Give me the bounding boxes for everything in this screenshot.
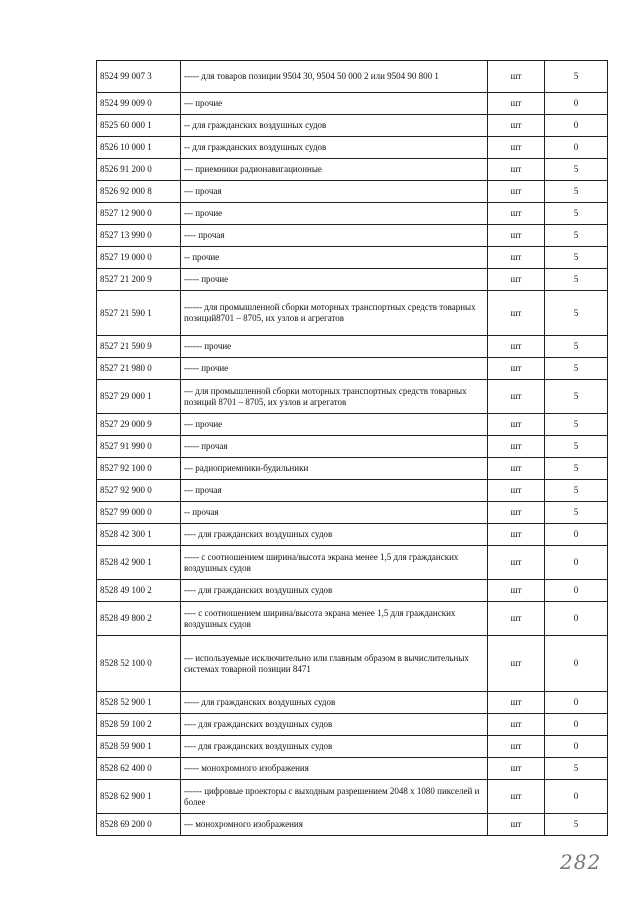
table-row xyxy=(97,636,608,692)
code-cell: 8527 12 900 0 xyxy=(97,203,181,225)
rate-cell: 5 xyxy=(545,247,608,269)
rate-cell: 5 xyxy=(545,814,608,836)
description-cell: ---- для гражданских воздушных судов xyxy=(181,580,488,602)
rate-cell: 5 xyxy=(545,358,608,380)
description-cell: --- прочая xyxy=(181,181,488,203)
code-cell: 8526 91 200 0 xyxy=(97,159,181,181)
code-cell: 8524 99 009 0 xyxy=(97,93,181,115)
rate-cell: 5 xyxy=(545,758,608,780)
description-cell: --- для промышленной сборки моторных транспортных средств товарных позиций 8701 – 8705, их узлов и агрегатов xyxy=(181,380,488,414)
code-cell: 8528 59 100 2 xyxy=(97,714,181,736)
description-cell: ----- прочие xyxy=(181,358,488,380)
rate-cell: 0 xyxy=(545,602,608,636)
code-cell: 8528 69 200 0 xyxy=(97,814,181,836)
code-cell: 8528 49 800 2 xyxy=(97,602,181,636)
unit-cell: шт xyxy=(488,358,545,380)
description-cell: ---- для гражданских воздушных судов xyxy=(181,736,488,758)
code-cell: 8527 21 590 1 xyxy=(97,291,181,336)
description-cell: --- прочие xyxy=(181,203,488,225)
unit-cell: шт xyxy=(488,269,545,291)
description-cell: --- приемники радионавигационные xyxy=(181,159,488,181)
code-cell: 8526 10 000 1 xyxy=(97,137,181,159)
table-row xyxy=(97,502,608,524)
unit-cell: шт xyxy=(488,502,545,524)
code-cell: 8527 21 200 9 xyxy=(97,269,181,291)
unit-cell: шт xyxy=(488,291,545,336)
rate-cell: 5 xyxy=(545,380,608,414)
code-cell: 8528 52 100 0 xyxy=(97,636,181,692)
description-cell: ----- монохромного изображения xyxy=(181,758,488,780)
rate-cell: 5 xyxy=(545,225,608,247)
description-cell: --- прочая xyxy=(181,480,488,502)
description-cell: -- для гражданских воздушных судов xyxy=(181,137,488,159)
rate-cell: 5 xyxy=(545,458,608,480)
rate-cell: 0 xyxy=(545,546,608,580)
table-row xyxy=(97,436,608,458)
rate-cell: 5 xyxy=(545,291,608,336)
description-cell: --- прочие xyxy=(181,93,488,115)
rate-cell: 5 xyxy=(545,269,608,291)
unit-cell: шт xyxy=(488,814,545,836)
unit-cell: шт xyxy=(488,225,545,247)
unit-cell: шт xyxy=(488,115,545,137)
rate-cell: 5 xyxy=(545,203,608,225)
description-cell: -- для гражданских воздушных судов xyxy=(181,115,488,137)
unit-cell: шт xyxy=(488,692,545,714)
table-row xyxy=(97,780,608,814)
unit-cell: шт xyxy=(488,458,545,480)
code-cell: 8527 92 900 0 xyxy=(97,480,181,502)
table-row xyxy=(97,336,608,358)
description-cell: ---- прочая xyxy=(181,225,488,247)
code-cell: 8528 52 900 1 xyxy=(97,692,181,714)
rate-cell: 0 xyxy=(545,137,608,159)
description-cell: -- прочие xyxy=(181,247,488,269)
unit-cell: шт xyxy=(488,61,545,93)
table-row xyxy=(97,480,608,502)
table-row xyxy=(97,225,608,247)
unit-cell: шт xyxy=(488,580,545,602)
rate-cell: 0 xyxy=(545,636,608,692)
unit-cell: шт xyxy=(488,758,545,780)
unit-cell: шт xyxy=(488,480,545,502)
rate-cell: 0 xyxy=(545,580,608,602)
unit-cell: шт xyxy=(488,336,545,358)
code-cell: 8528 42 900 1 xyxy=(97,546,181,580)
unit-cell: шт xyxy=(488,436,545,458)
rate-cell: 5 xyxy=(545,436,608,458)
unit-cell: шт xyxy=(488,414,545,436)
unit-cell: шт xyxy=(488,380,545,414)
table-row xyxy=(97,247,608,269)
code-cell: 8528 62 400 0 xyxy=(97,758,181,780)
rate-cell: 5 xyxy=(545,181,608,203)
description-cell: ----- для гражданских воздушных судов xyxy=(181,692,488,714)
description-cell: --- монохромного изображения xyxy=(181,814,488,836)
table-row xyxy=(97,736,608,758)
unit-cell: шт xyxy=(488,636,545,692)
code-cell: 8527 91 990 0 xyxy=(97,436,181,458)
code-cell: 8528 49 100 2 xyxy=(97,580,181,602)
rate-cell: 5 xyxy=(545,414,608,436)
table-row xyxy=(97,414,608,436)
rate-cell: 0 xyxy=(545,736,608,758)
code-cell: 8528 59 900 1 xyxy=(97,736,181,758)
code-cell: 8527 21 980 0 xyxy=(97,358,181,380)
table-row xyxy=(97,115,608,137)
description-cell: ------ цифровые проекторы с выходным разрешением 2048 x 1080 пикселей и более xyxy=(181,780,488,814)
unit-cell: шт xyxy=(488,159,545,181)
code-cell: 8524 99 007 3 xyxy=(97,61,181,93)
code-cell: 8527 29 000 1 xyxy=(97,380,181,414)
description-cell: ------ прочие xyxy=(181,336,488,358)
code-cell: 8527 21 590 9 xyxy=(97,336,181,358)
code-cell: 8527 99 000 0 xyxy=(97,502,181,524)
rate-cell: 5 xyxy=(545,61,608,93)
table-row xyxy=(97,93,608,115)
table-row xyxy=(97,524,608,546)
unit-cell: шт xyxy=(488,546,545,580)
description-cell: --- используемые исключительно или главным образом в вычислительных системах товарной позиции 8471 xyxy=(181,636,488,692)
description-cell: ----- прочая xyxy=(181,436,488,458)
description-cell: ---- для гражданских воздушных судов xyxy=(181,714,488,736)
table-row xyxy=(97,181,608,203)
table-row xyxy=(97,580,608,602)
table-row xyxy=(97,291,608,336)
rate-cell: 0 xyxy=(545,115,608,137)
handwritten-page-number: 282 xyxy=(560,850,602,874)
rate-cell: 0 xyxy=(545,692,608,714)
code-cell: 8527 29 000 9 xyxy=(97,414,181,436)
table-row xyxy=(97,269,608,291)
unit-cell: шт xyxy=(488,714,545,736)
code-cell: 8525 60 000 1 xyxy=(97,115,181,137)
table-row xyxy=(97,602,608,636)
table-row xyxy=(97,692,608,714)
unit-cell: шт xyxy=(488,602,545,636)
tariff-table-body xyxy=(97,61,608,836)
rate-cell: 5 xyxy=(545,159,608,181)
table-row xyxy=(97,159,608,181)
description-cell: ---- с соотношением ширина/высота экрана менее 1,5 для гражданских воздушных судов xyxy=(181,602,488,636)
table-row xyxy=(97,203,608,225)
table-row xyxy=(97,137,608,159)
description-cell: ----- с соотношением ширина/высота экрана менее 1,5 для гражданских воздушных судов xyxy=(181,546,488,580)
rate-cell: 0 xyxy=(545,714,608,736)
table-row xyxy=(97,458,608,480)
description-cell: ---- для гражданских воздушных судов xyxy=(181,524,488,546)
description-cell: -- прочая xyxy=(181,502,488,524)
rate-cell: 0 xyxy=(545,780,608,814)
code-cell: 8527 13 990 0 xyxy=(97,225,181,247)
unit-cell: шт xyxy=(488,780,545,814)
rate-cell: 5 xyxy=(545,502,608,524)
code-cell: 8527 19 000 0 xyxy=(97,247,181,269)
rate-cell: 5 xyxy=(545,480,608,502)
rate-cell: 0 xyxy=(545,524,608,546)
rate-cell: 5 xyxy=(545,336,608,358)
code-cell: 8527 92 100 0 xyxy=(97,458,181,480)
table-row xyxy=(97,546,608,580)
description-cell: --- радиоприемники-будильники xyxy=(181,458,488,480)
unit-cell: шт xyxy=(488,203,545,225)
unit-cell: шт xyxy=(488,736,545,758)
code-cell: 8528 42 300 1 xyxy=(97,524,181,546)
tariff-table xyxy=(96,60,608,836)
table-row xyxy=(97,814,608,836)
description-cell: ------ для промышленной сборки моторных транспортных средств товарных позиций8701 – 8705, их узлов и агрегатов xyxy=(181,291,488,336)
unit-cell: шт xyxy=(488,137,545,159)
description-cell: ----- прочие xyxy=(181,269,488,291)
unit-cell: шт xyxy=(488,247,545,269)
code-cell: 8526 92 000 8 xyxy=(97,181,181,203)
table-row xyxy=(97,380,608,414)
table-row xyxy=(97,714,608,736)
table-row xyxy=(97,61,608,93)
unit-cell: шт xyxy=(488,524,545,546)
rate-cell: 0 xyxy=(545,93,608,115)
table-row xyxy=(97,758,608,780)
code-cell: 8528 62 900 1 xyxy=(97,780,181,814)
unit-cell: шт xyxy=(488,181,545,203)
description-cell: ----- для товаров позиции 9504 30, 9504 50 000 2 или 9504 90 800 1 xyxy=(181,61,488,93)
unit-cell: шт xyxy=(488,93,545,115)
description-cell: --- прочие xyxy=(181,414,488,436)
table-row xyxy=(97,358,608,380)
